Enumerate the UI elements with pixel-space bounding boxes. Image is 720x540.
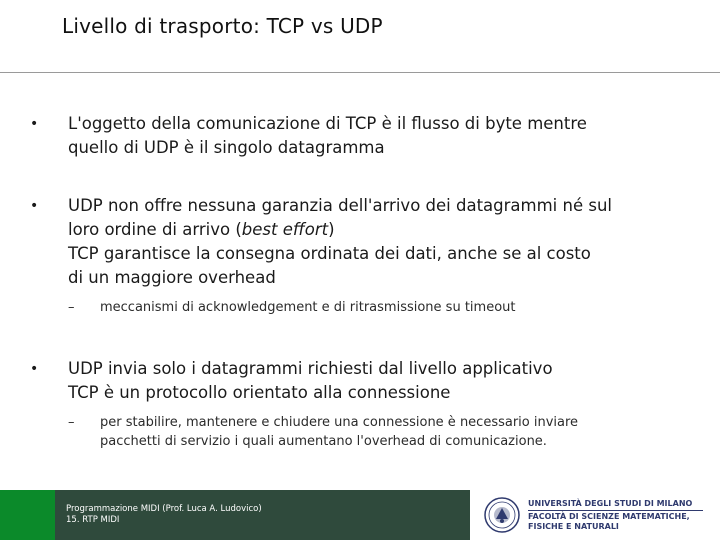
faculty-name-line2: FISICHE E NATURALI bbox=[528, 522, 619, 531]
bullet-text: loro ordine di arrivo ( bbox=[68, 220, 242, 239]
bullet-line: di un maggiore overhead bbox=[68, 268, 276, 287]
bullet-line: L'oggetto della comunicazione di TCP è il flusso di byte mentre bbox=[68, 114, 587, 133]
university-name-block bbox=[528, 499, 703, 532]
bullet-line: quello di UDP è il singolo datagramma bbox=[68, 138, 385, 157]
university-divider bbox=[528, 510, 703, 511]
bullet-item bbox=[30, 112, 690, 160]
footer-lesson: 15. RTP MIDI bbox=[66, 515, 120, 525]
sub-bullet-line: per stabilire, mantenere e chiudere una connessione è necessario inviare bbox=[100, 415, 579, 430]
bullet-line: UDP non offre nessuna garanzia dell'arrivo dei datagrammi né sul bbox=[68, 196, 612, 215]
slide-title: Livello di trasporto: TCP vs UDP bbox=[62, 14, 383, 38]
title-divider bbox=[0, 72, 720, 73]
university-seal-icon bbox=[484, 497, 520, 533]
sub-bullet-marker: – bbox=[68, 415, 75, 430]
bullet-line: TCP è un protocollo orientato alla connessione bbox=[68, 383, 451, 402]
footer-course: Programmazione MIDI (Prof. Luca A. Ludovico) bbox=[66, 504, 262, 514]
bullet-text: ) bbox=[328, 220, 335, 239]
bullet-list bbox=[30, 112, 690, 451]
footer-accent-block bbox=[0, 490, 55, 540]
sub-bullet-item bbox=[68, 298, 690, 317]
sub-bullet-line: meccanismi di acknowledgement e di ritrasmissione su timeout bbox=[100, 300, 516, 315]
footer-course-info bbox=[66, 504, 262, 526]
italic-term: best effort bbox=[241, 220, 329, 239]
bullet-marker: • bbox=[30, 361, 39, 377]
bullet-line bbox=[68, 218, 690, 242]
bullet-item bbox=[30, 194, 690, 317]
bullet-item bbox=[30, 357, 690, 451]
sub-bullet-item bbox=[68, 413, 690, 451]
footer-bar bbox=[0, 490, 720, 540]
faculty-name-line1: FACOLTÀ DI SCIENZE MATEMATICHE, bbox=[528, 512, 690, 521]
bullet-line: TCP garantisce la consegna ordinata dei dati, anche se al costo bbox=[68, 244, 591, 263]
bullet-line: UDP invia solo i datagrammi richiesti dal livello applicativo bbox=[68, 359, 553, 378]
bullet-marker: • bbox=[30, 116, 39, 132]
bullet-marker: • bbox=[30, 198, 39, 214]
sub-bullet-line: pacchetti di servizio i quali aumentano l'overhead di comunicazione. bbox=[100, 434, 547, 449]
university-name: UNIVERSITÀ DEGLI STUDI DI MILANO bbox=[528, 499, 693, 508]
sub-bullet-marker: – bbox=[68, 300, 75, 315]
